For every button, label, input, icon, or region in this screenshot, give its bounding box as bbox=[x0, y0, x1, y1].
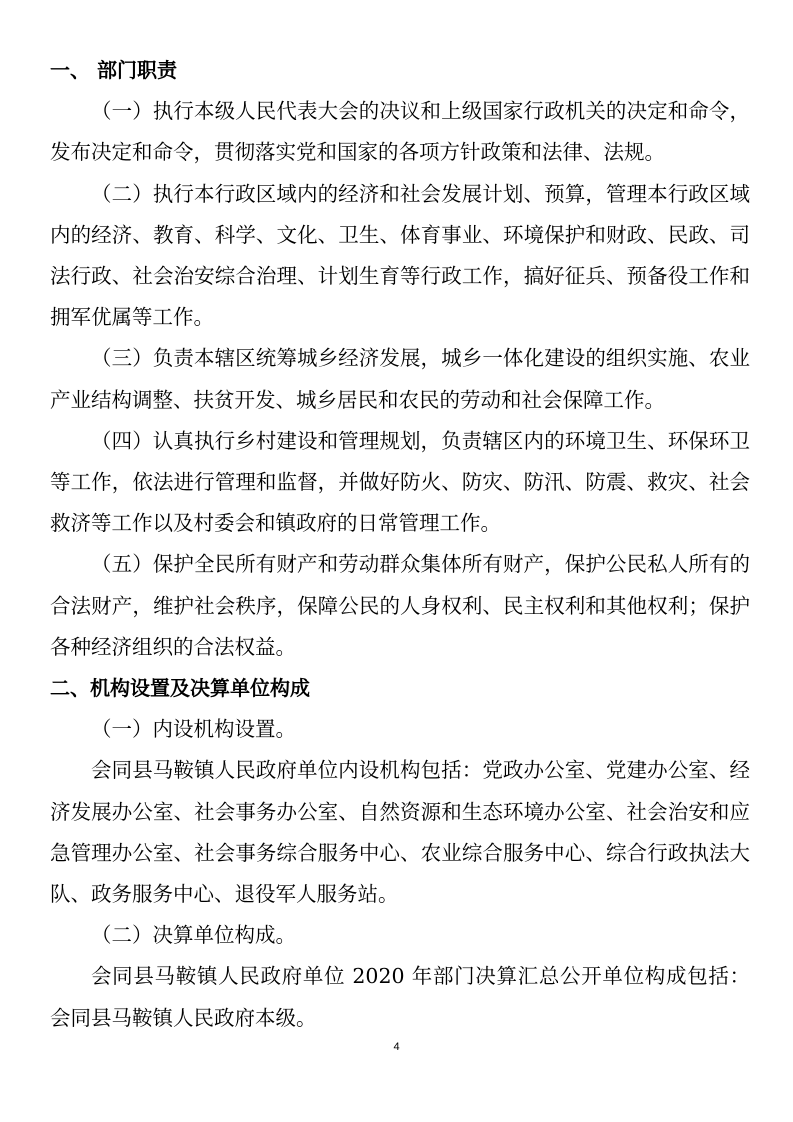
subsection-title-internal: （一）内设机构设置。 bbox=[91, 717, 296, 742]
section-heading-duties: 一、 部门职责 bbox=[50, 58, 177, 82]
units-composition-paragraph: 会同县马鞍镇人民政府单位 2020 年部门决算汇总公开单位构成包括：会同县马鞍镇人民政府本级。 bbox=[50, 964, 750, 1030]
duty-paragraph-5: （五）保护全民所有财产和劳动群众集体所有财产，保护公民私人所有的合法财产，维护社会秩序，保障公民的人身权利、民主权利和其他权利；保护各种经济组织的合法权益。 bbox=[50, 552, 750, 659]
duty-paragraph-4: （四）认真执行乡村建设和管理规划，负责辖区内的环境卫生、环保环卫等工作，依法进行管理和监督，并做好防火、防灾、防汛、防震、救灾、社会救济等工作以及村委会和镇政府的日常管理工作。 bbox=[50, 428, 750, 536]
document-page bbox=[50, 50, 750, 1039]
subsection-title-units: （二）决算单位构成。 bbox=[91, 923, 296, 948]
page-number: 4 bbox=[393, 1041, 400, 1053]
duty-paragraph-2: （二）执行本行政区域内的经济和社会发展计划、预算，管理本行政区域内的经济、教育、科学、文化、卫生、体育事业、环境保护和财政、民政、司法行政、社会治安综合治理、计划生育等行政工作，搞好征兵、预备役工作和拥军优属等工作。 bbox=[50, 181, 750, 330]
section-heading-structure: 二、机构设置及决算单位构成 bbox=[50, 676, 310, 701]
internal-structure-paragraph: 会同县马鞍镇人民政府单位内设机构包括：党政办公室、党建办公室、经济发展办公室、社会事务办公室、自然资源和生态环境办公室、社会治安和应急管理办公室、社会事务综合服务中心、农业综合服务中心、综合行政执法大队、政务服务中心、退役军人服务站。 bbox=[50, 758, 750, 907]
duty-paragraph-1: （一）执行本级人民代表大会的决议和上级国家行政机关的决定和命令，发布决定和命令，贯彻落实党和国家的各项方针政策和法律、法规。 bbox=[50, 99, 750, 165]
duty-paragraph-3: （三）负责本辖区统筹城乡经济发展，城乡一体化建设的组织实施、农业产业结构调整、扶贫开发、城乡居民和农民的劳动和社会保障工作。 bbox=[50, 346, 750, 412]
